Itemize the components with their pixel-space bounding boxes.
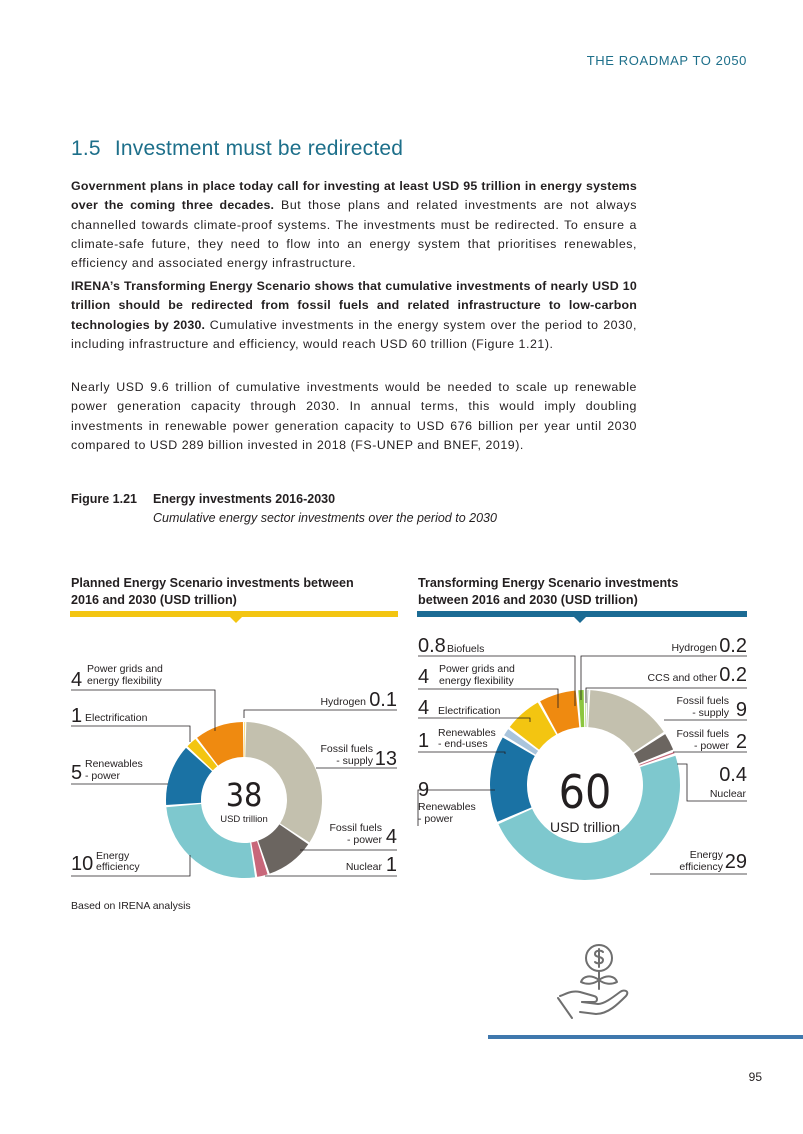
value-efficiency-1: 10 — [71, 853, 94, 875]
label-efficiency-1b: efficiency — [96, 861, 140, 873]
value-electrification-2: 4 — [418, 697, 430, 719]
label-fossil-supply-1a: Fossil fuels — [320, 743, 373, 755]
paragraph-2-text: Cumulative investments in the energy system over the period to 2030, including infrastructure and efficiency, would reach USD 60 trillion (Figure 1.21). — [71, 317, 637, 351]
figure-label: Figure 1.21 — [71, 492, 137, 506]
paragraph-1-text: But those plans and related investments are not always channelled towards climate-proof systems. The investments must be redirected. To ensure a climate-safe future, they need to flow into an energy system that prioritises renewables, efficiency and associated energy infrastructure. — [71, 198, 637, 271]
label-fossil-supply-1b: - supply — [336, 755, 373, 767]
value-nuclear-1: 1 — [385, 854, 397, 876]
value-biofuels-2: 0.8 — [418, 635, 446, 657]
value-electrification-1: 1 — [71, 705, 83, 727]
running-header: THE ROADMAP TO 2050 — [586, 53, 747, 68]
chart-1-title-notch — [230, 617, 242, 623]
paragraph-2-bold: IRENA’s Transforming Energy Scenario shows that cumulative investments of nearly USD 10 trillion should be redirected from fossil fuels and related infrastructure to low-carbon technologies by 2030. — [71, 279, 637, 332]
label-hydrogen-1: Hydrogen — [320, 696, 366, 708]
label-renew-power-1a: Renewables — [85, 758, 143, 770]
chart-2-center-value: 60 — [558, 765, 612, 819]
section-title-text: Investment must be redirected — [114, 137, 404, 160]
label-efficiency-2a: Energy — [689, 849, 723, 861]
value-efficiency-2: 29 — [724, 851, 747, 873]
leader-electrification-2 — [418, 718, 530, 722]
label-grids-1b: energy flexibility — [87, 675, 162, 687]
label-fossil-power-1a: Fossil fuels — [329, 822, 382, 834]
figure-subtitle: Cumulative energy sector investments over the period to 2030 — [153, 511, 497, 525]
chart-2-slice-ccs-and-other — [587, 690, 589, 727]
label-ccs-2: CCS and other — [647, 672, 717, 684]
label-nuclear-2: Nuclear — [709, 788, 746, 800]
figure-title: Energy investments 2016-2030 — [153, 492, 336, 506]
chart-1-center-unit: USD trillion — [220, 814, 268, 825]
label-fossil-power-2b: - power — [693, 740, 729, 752]
label-grids-1a: Power grids and — [87, 663, 163, 675]
section-title — [71, 137, 403, 161]
value-nuclear-2: 0.4 — [719, 764, 747, 786]
value-hydrogen-2: 0.2 — [719, 635, 747, 657]
label-fossil-supply-2b: - supply — [692, 707, 729, 719]
value-renew-power-1: 5 — [71, 762, 83, 784]
value-grids-2: 4 — [418, 666, 430, 688]
label-renew-power-2a: Renewables — [418, 801, 476, 813]
label-renew-end-2b: - end-uses — [438, 738, 488, 750]
value-ccs-2: 0.2 — [719, 664, 747, 686]
page-number: 95 — [748, 1070, 762, 1084]
label-fossil-supply-2a: Fossil fuels — [676, 695, 729, 707]
value-grids-1: 4 — [71, 669, 83, 691]
label-electrification-1: Electrification — [85, 712, 148, 724]
label-efficiency-2b: efficiency — [679, 861, 723, 873]
paragraph-1 — [71, 177, 637, 273]
value-renew-power-2: 9 — [418, 779, 430, 801]
label-renew-end-2a: Renewables — [438, 727, 496, 739]
label-electrification-2: Electrification — [438, 705, 501, 717]
chart-2-title: Transforming Energy Scenario investments between 2016 and 2030 (USD trillion) — [418, 576, 679, 607]
label-fossil-power-2a: Fossil fuels — [676, 728, 729, 740]
paragraph-1-bold: Government plans in place today call for investing at least USD 95 trillion in energy systems over the coming three decades. — [71, 179, 637, 213]
value-fossil-power-2: 2 — [735, 731, 747, 753]
chart-2-labels — [418, 642, 746, 873]
value-fossil-supply-1: 13 — [374, 748, 397, 770]
chart-2-title-notch — [574, 617, 586, 623]
label-renew-power-1b: - power — [85, 770, 121, 782]
value-fossil-power-1: 4 — [385, 826, 397, 848]
value-hydrogen-1: 0.1 — [369, 689, 397, 711]
money-plant-icon — [556, 940, 640, 1024]
label-fossil-power-1b: - power — [346, 834, 382, 846]
label-renew-power-2b: - power — [418, 813, 454, 825]
source-note: Based on IRENA analysis — [71, 900, 191, 912]
value-renew-end-2: 1 — [418, 730, 430, 752]
label-efficiency-1a: Energy — [96, 850, 130, 862]
section-number: 1.5 — [71, 137, 101, 160]
paragraph-3: Nearly USD 9.6 trillion of cumulative investments would be needed to scale up renewable power generation capacity through 2030. In annual terms, this would imply doubling investments in renewable power generation capacity to USD 676 billion per year until 2030 compared to USD 289 billion invested in 2018 (FS-UNEP and BNEF, 2019). — [71, 380, 637, 452]
label-nuclear-1: Nuclear — [345, 861, 382, 873]
bottom-rule — [488, 1035, 803, 1039]
value-fossil-supply-2: 9 — [735, 699, 747, 721]
label-grids-2a: Power grids and — [439, 663, 515, 675]
chart-2-center-unit: USD trillion — [549, 819, 621, 835]
chart-2-svg — [0, 630, 803, 900]
chart-1-center-value: 38 — [225, 776, 263, 814]
leader-renew-end-2 — [418, 752, 505, 754]
label-hydrogen-2: Hydrogen — [671, 642, 717, 654]
chart-2-slice-renewables-power — [490, 737, 535, 821]
label-biofuels-2: Biofuels — [447, 643, 485, 655]
paragraph-2 — [71, 277, 637, 354]
label-grids-2b: energy flexibility — [439, 675, 514, 687]
chart-1-title: Planned Energy Scenario investments between 2016 and 2030 (USD trillion) — [71, 576, 354, 607]
